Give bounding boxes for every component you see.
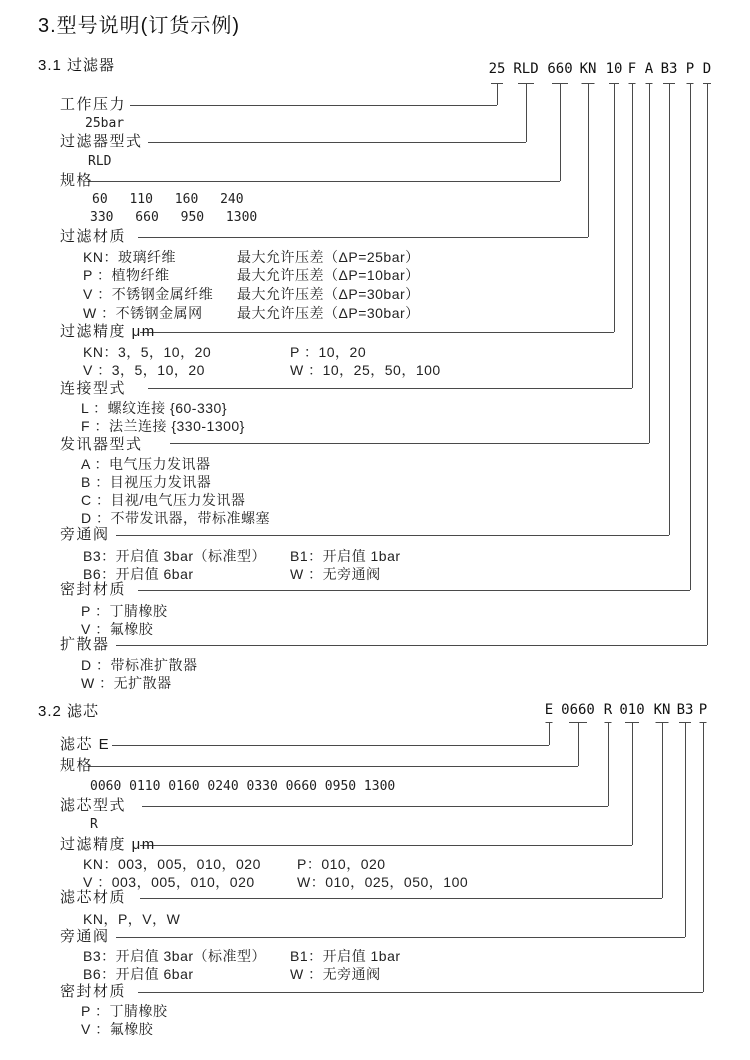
bypass-option: B6：开启值 6bar: [83, 566, 194, 582]
connector-seal: [703, 722, 704, 992]
leader-diffuser: [116, 645, 707, 646]
seal-option: V ：氟橡胶: [81, 1021, 154, 1037]
seal-option: P ：丁腈橡胶: [81, 1003, 168, 1019]
label-bypass: 旁通阀: [60, 526, 110, 543]
code-token-size: 0660: [561, 702, 595, 718]
code-token-size: 660: [547, 61, 573, 77]
connector-element: [549, 722, 550, 745]
label-size: 规格: [60, 172, 94, 189]
connector-pressure: [497, 83, 498, 105]
value-material: KN，P，V，W: [83, 911, 181, 927]
leader-seal: [138, 590, 690, 591]
leader-connection: [148, 388, 632, 389]
value-size-row1: 60 110 160 240: [92, 192, 244, 207]
page-title: 3.型号说明(订货示例): [38, 15, 240, 37]
bypass-option: B6：开启值 6bar: [83, 966, 194, 982]
leader-size: [88, 181, 560, 182]
connector-media: [588, 83, 589, 237]
bypass-option: B1：开启值 1bar: [290, 548, 401, 564]
code-token-type: RLD: [513, 61, 539, 77]
connector-micron: [632, 722, 633, 845]
label-connection: 连接型式: [60, 380, 127, 397]
section-3-2-heading: 3.2 滤芯: [38, 703, 100, 720]
leader-bypass: [116, 937, 685, 938]
label-seal: 密封材质: [60, 983, 127, 1000]
leader-size: [88, 766, 578, 767]
leader-media: [138, 237, 588, 238]
code-token-type: R: [603, 702, 613, 718]
seal-option: V ：氟橡胶: [81, 621, 154, 637]
connector-bypass: [669, 83, 670, 535]
connector-type: [526, 83, 527, 142]
bypass-option: B1：开启值 1bar: [290, 948, 401, 964]
media-option-note: 最大允许压差（ΔP=30bar）: [237, 305, 420, 321]
bypass-option: W ：无旁通阀: [290, 966, 381, 982]
leader-micron: [140, 332, 614, 333]
indicator-option: B ：目视压力发讯器: [81, 474, 212, 490]
label-micron: 过滤精度 μm: [60, 836, 156, 853]
leader-type: [142, 806, 608, 807]
media-option: W ：不锈钢金属网: [83, 305, 203, 321]
label-micron: 过滤精度 μm: [60, 323, 156, 340]
connector-size: [560, 83, 561, 181]
code-token-element: E: [544, 702, 554, 718]
code-token-material: KN: [653, 702, 671, 718]
code-token-bypass: B3: [660, 61, 678, 77]
label-size: 规格: [60, 757, 94, 774]
connector-connection: [632, 83, 633, 388]
label-material: 滤芯材质: [60, 889, 127, 906]
media-option-note: 最大允许压差（ΔP=25bar）: [237, 249, 420, 265]
media-option: KN：玻璃纤维: [83, 249, 176, 265]
code-token-media: KN: [579, 61, 597, 77]
indicator-option: D ：不带发讯器，带标准螺塞: [81, 510, 270, 526]
diffuser-option: W ：无扩散器: [81, 675, 172, 691]
code-token-bypass: B3: [676, 702, 694, 718]
connector-diffuser: [707, 83, 708, 645]
media-option: P ：植物纤维: [83, 267, 170, 283]
connection-option: L ：螺纹连接 {60-330}: [81, 400, 227, 416]
micron-option: P ：10，20: [290, 344, 367, 360]
label-indicator: 发讯器型式: [60, 436, 143, 453]
code-token-micron: 010: [619, 702, 645, 718]
indicator-option: A ：电气压力发讯器: [81, 456, 211, 472]
label-type: 滤芯型式: [60, 797, 127, 814]
value-size-row: 0060 0110 0160 0240 0330 0660 0950 1300: [90, 779, 396, 794]
connector-bypass: [685, 722, 686, 937]
leader-micron: [140, 845, 632, 846]
micron-option: P：010，020: [297, 856, 386, 872]
media-option: V ：不锈钢金属纤维: [83, 286, 214, 302]
code-token-connection: F: [627, 61, 637, 77]
code-token-pressure: 25: [488, 61, 506, 77]
seal-option: P ：丁腈橡胶: [81, 603, 168, 619]
label-diffuser: 扩散器: [60, 636, 110, 653]
connector-seal: [690, 83, 691, 590]
leader-seal: [138, 992, 703, 993]
leader-material: [140, 898, 662, 899]
micron-option: KN：003，005，010，020: [83, 856, 261, 872]
section-3-1-heading: 3.1 过滤器: [38, 57, 116, 74]
value-type: R: [90, 817, 98, 832]
code-token-seal: P: [698, 702, 708, 718]
micron-option: W ：10，25，50，100: [290, 362, 441, 378]
connector-micron: [614, 83, 615, 332]
leader-pressure: [130, 105, 497, 106]
label-type: 过滤器型式: [60, 133, 143, 150]
label-element: 滤芯 E: [60, 736, 111, 753]
code-token-micron: 10: [605, 61, 623, 77]
connector-material: [662, 722, 663, 898]
leader-indicator: [170, 443, 649, 444]
connector-indicator: [649, 83, 650, 443]
label-media: 过滤材质: [60, 228, 127, 245]
media-option-note: 最大允许压差（ΔP=30bar）: [237, 286, 420, 302]
value-size-row2: 330 660 950 1300: [90, 210, 258, 225]
code-token-diffuser: D: [702, 61, 712, 77]
micron-option: V ：003，005，010，020: [83, 874, 255, 890]
label-bypass: 旁通阀: [60, 928, 110, 945]
bypass-option: W ：无旁通阀: [290, 566, 381, 582]
diffuser-option: D ：带标准扩散器: [81, 657, 198, 673]
bypass-option: B3：开启值 3bar（标准型）: [83, 948, 267, 964]
micron-option: W：010，025，050，100: [297, 874, 469, 890]
connection-option: F ：法兰连接 {330-1300}: [81, 418, 245, 434]
leader-type: [148, 142, 526, 143]
label-seal: 密封材质: [60, 581, 127, 598]
connector-type: [608, 722, 609, 806]
leader-element: [112, 745, 549, 746]
label-pressure: 工作压力: [60, 96, 127, 113]
media-option-note: 最大允许压差（ΔP=10bar）: [237, 267, 420, 283]
code-token-seal: P: [685, 61, 695, 77]
micron-option: KN：3，5，10，20: [83, 344, 212, 360]
value-pressure: 25bar: [85, 116, 125, 131]
micron-option: V ：3，5，10，20: [83, 362, 205, 378]
value-type: RLD: [88, 154, 112, 169]
connector-size: [578, 722, 579, 766]
bypass-option: B3：开启值 3bar（标准型）: [83, 548, 267, 564]
leader-bypass: [116, 535, 669, 536]
indicator-option: C ：目视/电气压力发讯器: [81, 492, 246, 508]
code-token-indicator: A: [644, 61, 654, 77]
